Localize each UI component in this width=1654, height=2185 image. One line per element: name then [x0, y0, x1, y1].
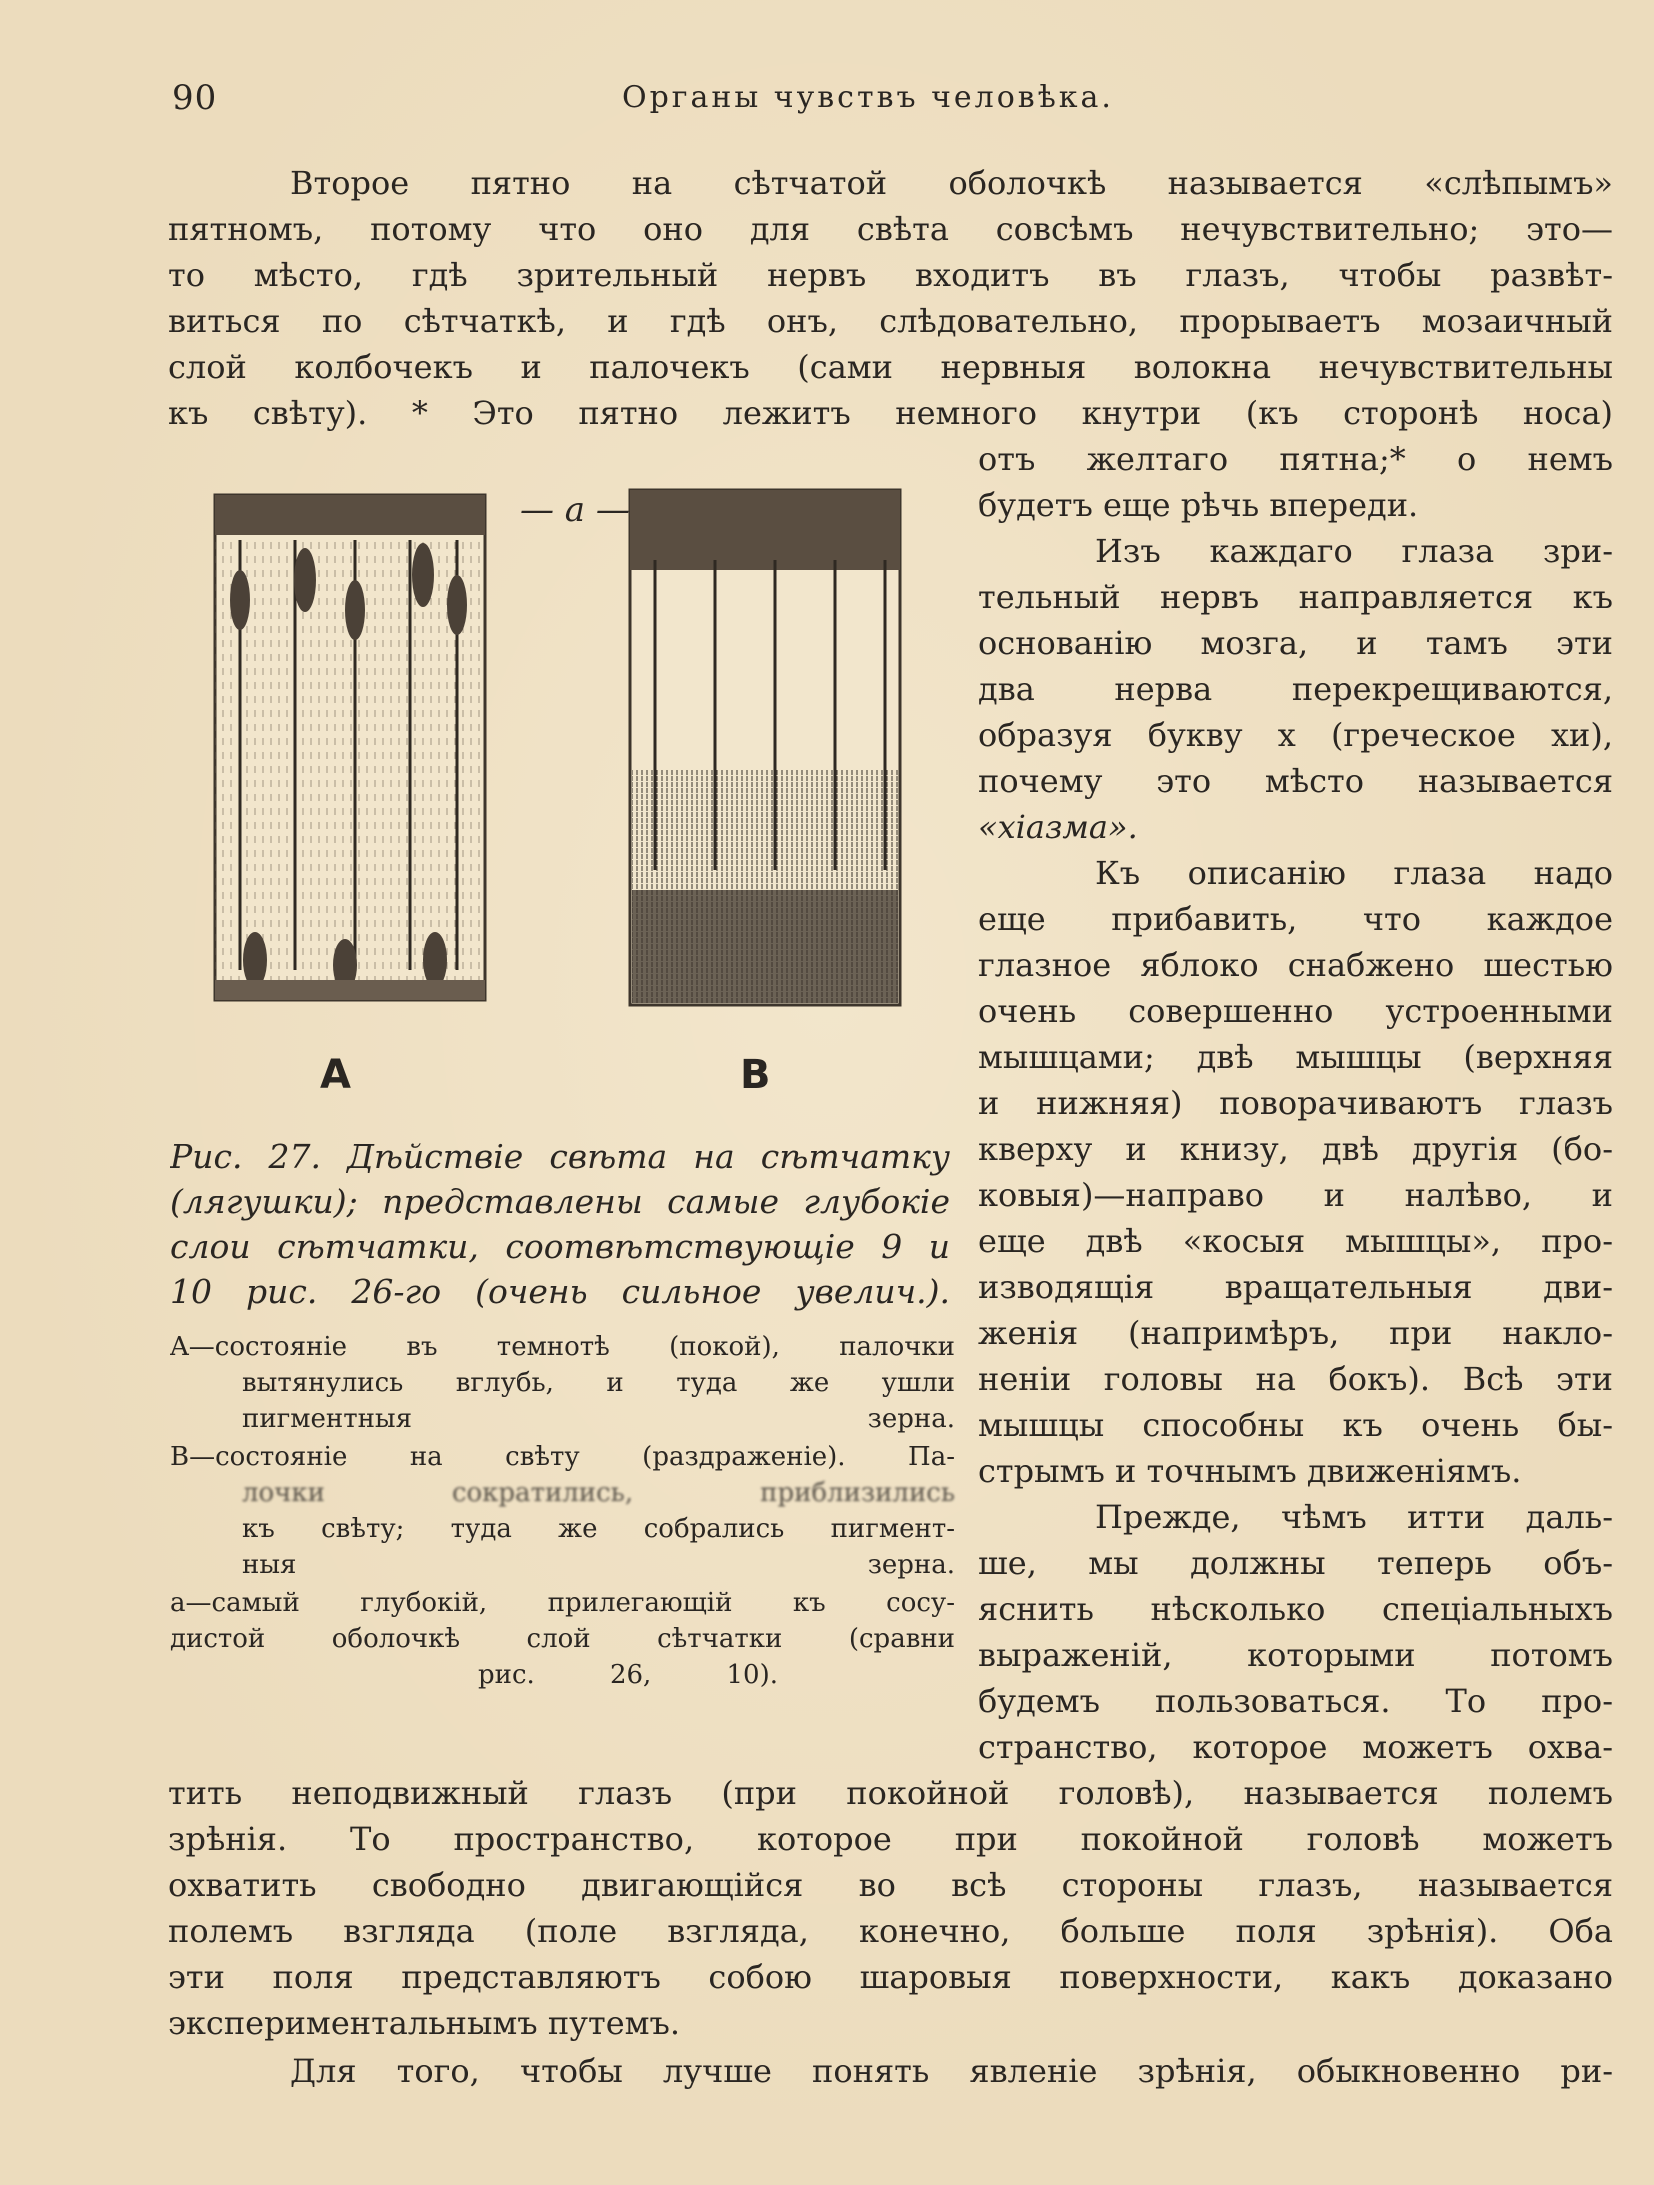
para3-line-4: очень совершенно устроенными	[978, 992, 1613, 1030]
para1-line-2: пятномъ, потому что оно для свѣта совсѣмъ нечувствительно; это—	[168, 210, 1613, 248]
figure-label-a: — a —	[520, 490, 630, 530]
legend-B-line-4: ныя зерна.	[242, 1550, 955, 1580]
para4-full-line-5: эти поля представляютъ собою шаровыя поверхности, какъ доказано	[168, 1958, 1613, 1996]
legend-a-line-3: рис. 26, 10).	[478, 1660, 778, 1690]
figure-label-B: B	[740, 1052, 771, 1098]
para4-full-line-4: полемъ взгляда (поле взгляда, конечно, больше поля зрѣнія). Оба	[168, 1912, 1613, 1950]
caption-line-1: Рис. 27. Дѣйствіе свѣта на сѣтчатку	[170, 1137, 950, 1176]
para4-line-5: будемъ пользоваться. То про-	[978, 1682, 1613, 1720]
para3-line-2: еще прибавить, что каждое	[978, 900, 1613, 938]
para4-line-6: странство, которое можетъ охва-	[978, 1728, 1613, 1766]
para2-line-2: тельный нервъ направляется къ	[978, 578, 1613, 616]
legend-B-line-1: B—состояніе на свѣту (раздраженіе). Па-	[170, 1442, 955, 1472]
legend-A-line-3: пигментныя зерна.	[242, 1404, 955, 1434]
para3-line-1: Къ описанію глаза надо	[1095, 854, 1613, 892]
panel-b	[630, 490, 900, 1005]
para4-full-line-3: охватить свободно двигающійся во всѣ стороны глазъ, называется	[168, 1866, 1613, 1904]
para1-line-6: къ свѣту). * Это пятно лежитъ немного кнутри (къ сторонѣ носа)	[168, 394, 1613, 432]
running-head: Органы чувствъ человѣка.	[622, 80, 1114, 115]
retina-illustration	[195, 470, 955, 1110]
para2-line-1: Изъ каждаго глаза зри-	[1095, 532, 1613, 570]
para4-line-1: Прежде, чѣмъ итти даль-	[1095, 1498, 1613, 1536]
para3-line-13: мышцы способны къ очень бы-	[978, 1406, 1613, 1444]
para3-line-6: и нижняя) поворачиваютъ глазъ	[978, 1084, 1613, 1122]
para1-line-4: виться по сѣтчаткѣ, и гдѣ онъ, слѣдовательно, прорываетъ мозаичный	[168, 302, 1613, 340]
legend-B-line-3: къ свѣту; туда же собрались пигмент-	[242, 1514, 955, 1544]
figure-label-A: A	[320, 1052, 351, 1098]
para1-cont-line-2: будетъ еще рѣчь впереди.	[978, 486, 1419, 524]
para4-full-line-1: тить неподвижный глазъ (при покойной головѣ), называется полемъ	[168, 1774, 1613, 1812]
para2-line-7: «хіазма».	[978, 808, 1138, 846]
para2-line-6: почему это мѣсто называется	[978, 762, 1613, 800]
para3-line-10: изводящія вращательныя дви-	[978, 1268, 1613, 1306]
para3-line-8: ковыя)—направо и налѣво, и	[978, 1176, 1613, 1214]
para3-line-5: мышцами; двѣ мышцы (верхняя	[978, 1038, 1613, 1076]
para3-line-7: кверху и книзу, двѣ другія (бо-	[978, 1130, 1613, 1168]
legend-A-line-2: вытянулись вглубь, и туда же ушли	[242, 1368, 955, 1398]
page-header	[172, 78, 1612, 128]
para3-line-14: стрымъ и точнымъ движеніямъ.	[978, 1452, 1522, 1490]
caption-line-3: слои сѣтчатки, соотвѣтствующіе 9 и	[170, 1227, 950, 1266]
para4-line-3: яснить нѣсколько спеціальныхъ	[978, 1590, 1613, 1628]
para1-cont-line-1: отъ желтаго пятна;* о немъ	[978, 440, 1613, 478]
para3-line-9: еще двѣ «косыя мышцы», про-	[978, 1222, 1613, 1260]
legend-a-line-1: a—самый глубокій, прилегающій къ сосу-	[170, 1588, 955, 1618]
para3-line-11: женія (напримѣръ, при накло-	[978, 1314, 1613, 1352]
para1-line-1: Второе пятно на сѣтчатой оболочкѣ называется «слѣпымъ»	[290, 164, 1613, 202]
para3-line-3: глазное яблоко снабжено шестью	[978, 946, 1613, 984]
legend-B-line-2: лочки сократились, приблизились	[242, 1478, 955, 1508]
legend-a-line-2: дистой оболочкѣ слой сѣтчатки (сравни	[170, 1624, 955, 1654]
para2-line-3: основанію мозга, и тамъ эти	[978, 624, 1613, 662]
para4-line-2: ше, мы должны теперь объ-	[978, 1544, 1613, 1582]
caption-line-4: 10 рис. 26-го (очень сильное увелич.).	[170, 1272, 950, 1311]
panel-a	[215, 495, 485, 1000]
para4-full-line-6: экспериментальнымъ путемъ.	[168, 2004, 681, 2042]
page-number: 90	[172, 78, 218, 118]
para1-line-3: то мѣсто, гдѣ зрительный нервъ входитъ въ глазъ, чтобы развѣт-	[168, 256, 1613, 294]
para1-line-5: слой колбочекъ и палочекъ (сами нервныя волокна нечувствительны	[168, 348, 1613, 386]
para2-line-4: два нерва перекрещиваются,	[978, 670, 1613, 708]
caption-line-2: (лягушки); представлены самые глубокіе	[170, 1182, 950, 1221]
legend-A-line-1: A—состояніе въ темнотѣ (покой), палочки	[170, 1332, 955, 1362]
para4-line-4: выраженій, которыми потомъ	[978, 1636, 1613, 1674]
para4-full-line-2: зрѣнія. То пространство, которое при покойной головѣ можетъ	[168, 1820, 1613, 1858]
figure-retina	[195, 470, 955, 1110]
para2-line-5: образуя букву x (греческое хи),	[978, 716, 1613, 754]
para3-line-12: неніи головы на бокъ). Всѣ эти	[978, 1360, 1613, 1398]
para5-line-1: Для того, чтобы лучше понять явленіе зрѣнія, обыкновенно ри-	[290, 2052, 1613, 2090]
